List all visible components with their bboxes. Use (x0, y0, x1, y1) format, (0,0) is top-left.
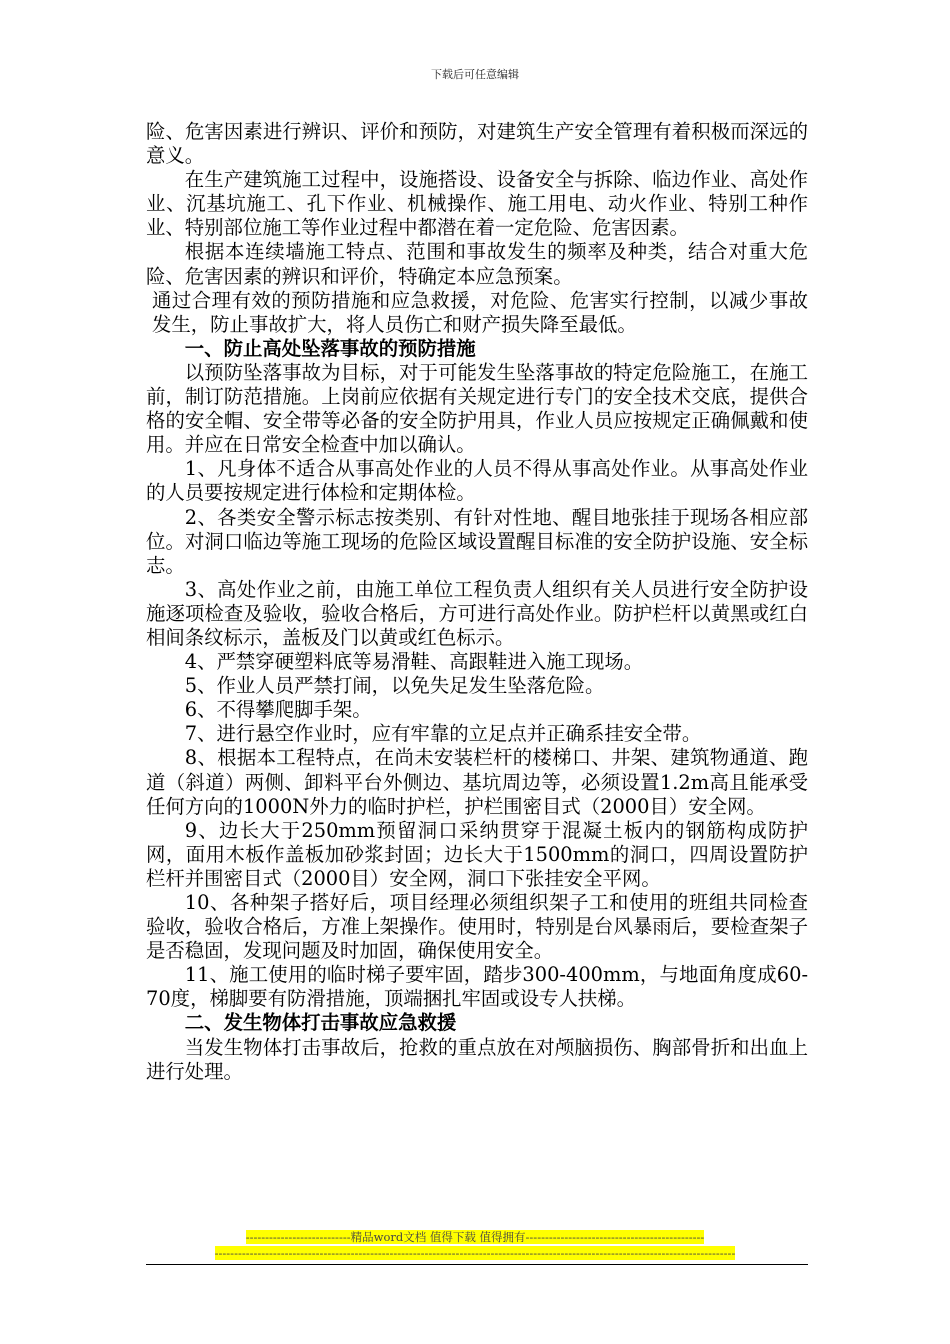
section-heading: 一、防止高处坠落事故的预防措施 (184, 336, 476, 360)
list-item: 1、凡身体不适合从事高处作业的人员不得从事高处作业。从事高处作业的人员要按规定进行体检和定期体检。 (146, 457, 808, 505)
list-item: 6、不得攀爬脚手架。 (184, 698, 372, 722)
paragraph: 在生产建筑施工过程中，设施搭设、设备安全与拆除、临边作业、高处作业、沉基坑施工、孔下作业、机械操作、施工用电、动火作业、特别工种作业、特别部位施工等作业过程中都潜在着一定危险、危害因素。 (146, 168, 808, 240)
list-item: 3、高处作业之前，由施工单位工程负责人组织有关人员进行安全防护设施逐项检查及验收，验收合格后，方可进行高处作业。防护栏杆以黄黑或红白相间条纹标示，盖板及门以黄或红色标示。 (146, 577, 808, 649)
list-item: 2、各类安全警示标志按类别、有针对性地、醒目地张挂于现场各相应部位。对洞口临边等施工现场的危险区域设置醒目标准的安全防护设施、安全标志。 (146, 505, 808, 577)
list-item: 7、进行悬空作业时，应有牢靠的立足点并正确系挂安全带。 (184, 722, 702, 746)
list-item: 10、各种架子搭好后，项目经理必须组织架子工和使用的班组共同检查验收，验收合格后，方准上架操作。使用时，特别是台风暴雨后，要检查架子是否稳固，发现问题及时加固，确保使用安全。 (146, 891, 808, 963)
footer-divider (146, 1264, 808, 1265)
list-item: 9、边长大于250mm预留洞口采纳贯穿于混凝土板内的钢筋构成防护网，面用木板作盖板加砂浆封固；边长大于1500mm的洞口，四周设置防护栏杆并围密目式（2000目）安全网，洞口下张挂安全平网。 (146, 818, 808, 890)
paragraph: 险、危害因素进行辨识、评价和预防，对建筑生产安全管理有着积极而深远的意义。 (146, 120, 808, 168)
list-item: 11、施工使用的临时梯子要牢固，踏步300-400mm，与地面角度成60-70度，梯脚要有防滑措施，顶端捆扎牢固或设专人扶梯。 (146, 963, 808, 1011)
paragraph: 当发生物体打击事故后，抢救的重点放在对颅脑损伤、胸部骨折和出血上进行处理。 (146, 1035, 808, 1083)
paragraph: 通过合理有效的预防措施和应急救援，对危险、危害实行控制，以减少事故发生，防止事故扩大，将人员伤亡和财产损失降至最低。 (152, 288, 808, 336)
list-item: 5、作业人员严禁打闹，以免失足发生坠落危险。 (184, 674, 605, 698)
paragraph: 根据本连续墙施工特点、范围和事故发生的频率及种类，结合对重大危险、危害因素的辨识和评价，特确定本应急预案。 (146, 240, 808, 288)
document-body (146, 120, 808, 1084)
list-item: 8、根据本工程特点，在尚未安装栏杆的楼梯口、井架、建筑物通道、跑道（斜道）两侧、卸料平台外侧边、基坑周边等，必须设置1.2m高且能承受任何方向的1000N外力的临时护栏，护栏围密目式（2000目）安全网。 (146, 746, 808, 818)
footer-text-1: ---------------------------精品word文档 值得下载 值得拥有---------------------------------------------- (245, 1230, 705, 1244)
header-note: 下载后可任意编辑 (431, 68, 519, 81)
footer-line-2 (0, 1246, 950, 1260)
footer-line-1 (0, 1229, 950, 1245)
list-item: 4、严禁穿硬塑料底等易滑鞋、高跟鞋进入施工现场。 (184, 650, 644, 674)
paragraph: 以预防坠落事故为目标，对于可能发生坠落事故的特定危险施工，在施工前，制订防范措施。上岗前应依据有关规定进行专门的安全技术交底，提供合格的安全帽、安全带等必备的安全防护用具，作业人员应按规定正确佩戴和使用。并应在日常安全检查中加以确认。 (146, 360, 808, 457)
footer-text-2: -------------------------------------------------------------------------------------------------------------------------------------- (214, 1246, 736, 1260)
section-heading: 二、发生物体打击事故应急救援 (184, 1011, 457, 1035)
